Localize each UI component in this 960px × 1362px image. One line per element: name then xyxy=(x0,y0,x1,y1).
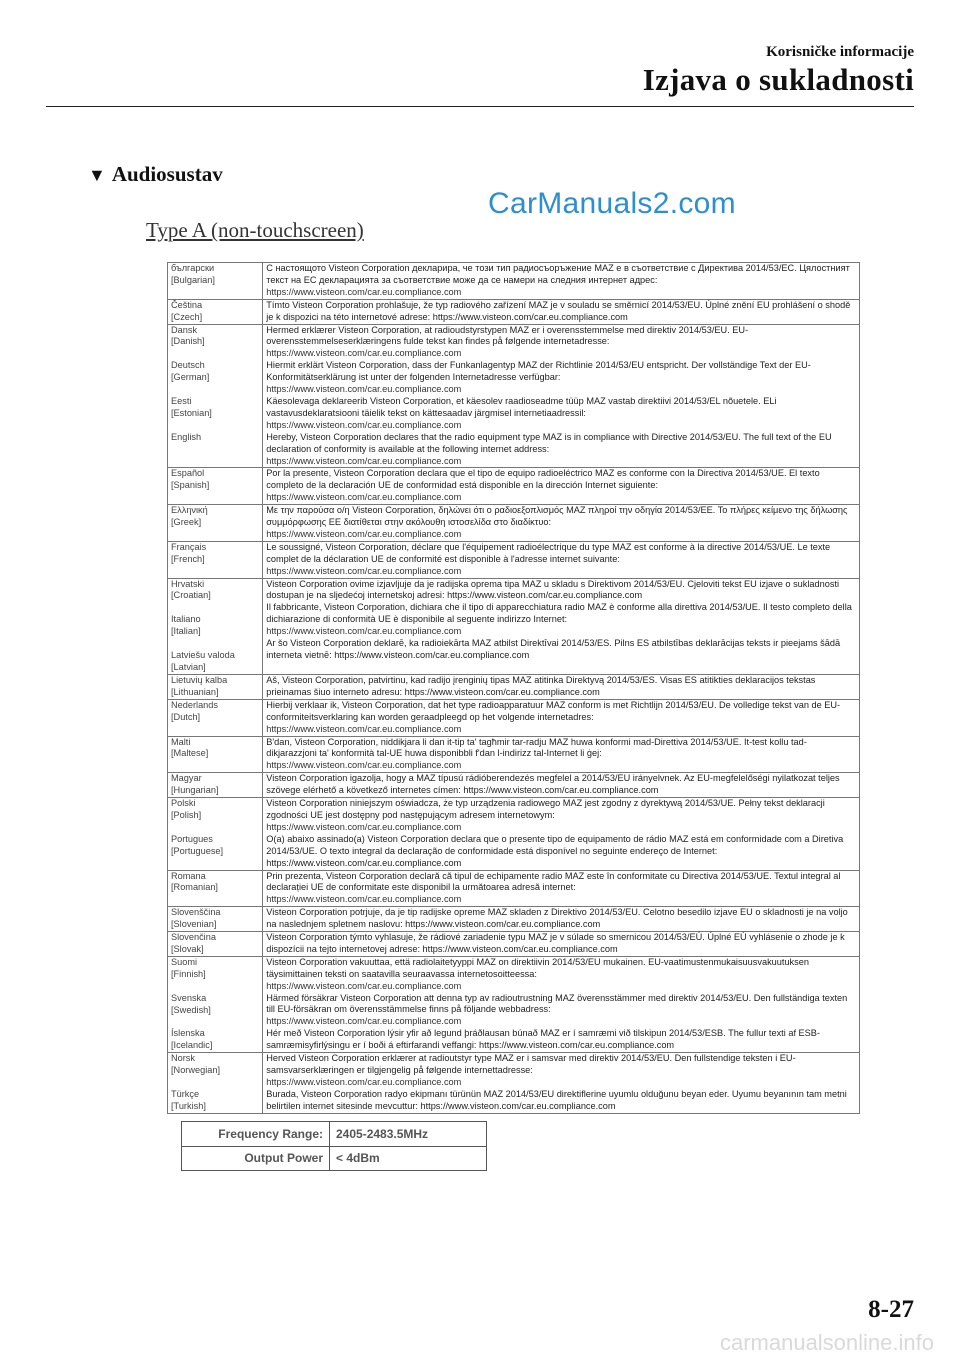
watermark: CarManuals2.com xyxy=(488,187,736,220)
language-name: Türkçe xyxy=(171,1089,200,1100)
language-name: Romana xyxy=(171,870,206,881)
language-spacer xyxy=(171,384,259,396)
declaration-cell xyxy=(263,675,860,700)
language-name: Italiano xyxy=(171,614,201,625)
declaration-text: Visteon Corporation vakuuttaa, että radiolaitetyyppi MAZ on direktiivin 2014/53/EU mukainen. EU-vaatimustenmukaisuusvakuutuksen täysimittainen teksti on saatavilla seuraavassa internetosoitteessa: xyxy=(266,956,809,979)
language-name: Español xyxy=(171,468,205,479)
language-cell xyxy=(168,870,263,907)
language-cell xyxy=(168,798,263,870)
table-row xyxy=(168,675,860,700)
language-code: [Lithuanian] xyxy=(171,686,219,697)
language-name: Íslenska xyxy=(171,1028,205,1039)
declaration-url: https://www.visteon.com/car.eu.compliance.com xyxy=(266,528,462,539)
language-code: [Latvian] xyxy=(171,662,206,673)
language-code: [Estonian] xyxy=(171,408,212,419)
declaration-cell xyxy=(263,468,860,505)
declaration-text: Por la presente, Visteon Corporation declara que el tipo de equipo radioeléctrico MAZ es conforme con la Directiva 2014/53/UE. El texto completo de la declaración UE de conformidad está disponible en la dirección Internet siguiente: xyxy=(266,468,820,491)
table-row xyxy=(168,468,860,505)
language-cell xyxy=(168,699,263,736)
language-code: [Polish] xyxy=(171,809,202,820)
language-cell xyxy=(168,468,263,505)
language-cell xyxy=(168,773,263,798)
declaration-text: Hér með Visteon Corporation lýsir yfir að legund þráðlausan búnað MAZ er í samræmi við tilskipun 2014/53/ESB. The fullur texti af ESB-samræmisyfirlýsingu er í boði á eftirfarandi veffangi: https://www.visteon.com/car.eu.compliance.com xyxy=(266,1028,820,1051)
language-code: [Dutch] xyxy=(171,711,201,722)
declaration-text: Prin prezenta, Visteon Corporation declară că tipul de echipamente radio MAZ este în conformitate cu Directiva 2014/53/UE. Textul integral al declarației UE de conformitate este disponibil la următoarea adresă internet: xyxy=(266,870,841,893)
spec-label: Frequency Range: xyxy=(182,1122,330,1147)
language-name: Ελληνική xyxy=(171,505,208,516)
table-row xyxy=(168,956,860,1052)
declaration-url: https://www.visteon.com/car.eu.compliance.com xyxy=(266,1016,462,1027)
header-category: Korisničke informacije xyxy=(766,44,914,60)
table-row xyxy=(168,773,860,798)
declaration-url: https://www.visteon.com/car.eu.compliance.com xyxy=(266,980,462,991)
table-row xyxy=(168,578,860,674)
language-cell xyxy=(168,578,263,674)
table-row xyxy=(168,699,860,736)
declaration-text: Visteon Corporation niniejszym oświadcza, że typ urządzenia radiowego MAZ jest zgodny z dyrektywą 2014/53/UE. Pełny tekst deklaracji zgodności UE jest dostępny pod następującym adresem internetowym: xyxy=(266,798,825,820)
declaration-text: Herved Visteon Corporation erklærer at radioutstyr type MAZ er i samsvar med direktiv 2014/53/EU. Den fullstendige teksten i EU-samsvarserklæringen er tilgjengelig på følgende internettadresse: xyxy=(266,1053,796,1076)
language-name: Portugues xyxy=(171,833,213,844)
language-name: български xyxy=(171,263,215,273)
language-cell xyxy=(168,263,263,300)
table-row xyxy=(168,736,860,773)
declaration-text: Visteon Corporation týmto vyhlasuje, že rádiové zariadenie typu MAZ je v súlade so smernicou 2014/53/EÚ. Úplné EÚ vyhlásenie o zhode je k dispozícii na tejto internetovej adrese: https://www.visteon.com/car.eu.compliance.com xyxy=(266,932,845,954)
language-cell xyxy=(168,1053,263,1114)
language-code: [Slovak] xyxy=(171,943,204,954)
language-code: [Turkish] xyxy=(171,1101,206,1111)
language-name: Malti xyxy=(171,736,191,747)
language-spacer xyxy=(171,420,259,432)
declaration-url: https://www.visteon.com/car.eu.compliance.com xyxy=(266,723,462,734)
declaration-text: Il fabbricante, Visteon Corporation, dichiara che il tipo di apparecchiatura radio MAZ è conforme alla direttiva 2014/53/UE. Il testo completo della dichiarazione di conformità UE è disponibile al seguente indirizzo Internet: xyxy=(266,602,852,625)
declaration-text: Käesolevaga deklareerib Visteon Corporation, et käesolev raadioseadme tüüp MAZ vastab direktiivi 2014/53/EL nõuetele. ELi vastavusdeklaratsiooni täielik tekst on kättesaadav järgmisel internetiaadressil: xyxy=(266,395,777,418)
declaration-text: Με την παρούσα ο/η Visteon Corporation, δηλώνει ότι ο ραδιοεξοπλισμός MAZ πληροί την οδηγία 2014/53/ΕΕ. Το πλήρες κείμενο της δήλωσης συμμόρφωσης ΕΕ διατίθεται στην ακόλουθη ιστοσελίδα στο διαδίκτυο: xyxy=(266,505,848,528)
language-cell xyxy=(168,907,263,932)
declaration-text: Hermed erklærer Visteon Corporation, at radioudstyrstypen MAZ er i overensstemmelse med direktiv 2014/53/EU. EU-overensstemmelseserklæringens fulde tekst kan findes på følgende internetadresse: xyxy=(266,324,749,347)
declaration-text: Hereby, Visteon Corporation declares that the radio equipment type MAZ is in compliance with Directive 2014/53/EU. The full text of the EU declaration of conformity is available at the following internet address: xyxy=(266,431,832,454)
header-rule xyxy=(46,106,914,107)
declaration-text: B'dan, Visteon Corporation, niddikjara li dan it-tip ta' tagħmir tar-radju MAZ huwa konformi mad-Direttiva 2014/53/UE. It-test kollu tad-dikjarazzjoni ta' konformità tal-UE huwa disponibbli f'dan l-indirizz tal-Internet li ġej: xyxy=(266,736,807,759)
declaration-cell xyxy=(263,736,860,773)
language-name: Deutsch xyxy=(171,360,205,371)
triangle-marker-icon: ▼ xyxy=(88,165,106,185)
declaration-text: Visteon Corporation ovime izjavljuje da je radijska oprema tipa MAZ u skladu s Direktivom 2014/53/EU. Cjeloviti tekst EU izjave o sukladnosti dostupan je na sljedećoj internetskoj adresi: https://www.visteon.com/car.eu.compliance.com xyxy=(266,578,840,601)
page-title: Izjava o sukladnosti xyxy=(642,62,914,97)
declaration-cell xyxy=(263,798,860,870)
declaration-cell xyxy=(263,699,860,736)
language-code: [Slovenian] xyxy=(171,919,217,930)
declaration-cell xyxy=(263,505,860,542)
declaration-url: https://www.visteon.com/car.eu.compliance.com xyxy=(266,419,462,430)
table-row xyxy=(168,299,860,324)
language-code: [Spanish] xyxy=(171,480,210,491)
language-name: Norsk xyxy=(171,1053,195,1064)
language-spacer xyxy=(171,981,259,993)
declaration-cell xyxy=(263,870,860,907)
language-name: Magyar xyxy=(171,773,202,784)
language-name: Dansk xyxy=(171,324,198,335)
language-name: Français xyxy=(171,541,207,552)
spec-row xyxy=(182,1122,487,1147)
table-row xyxy=(168,263,860,300)
language-cell xyxy=(168,299,263,324)
spec-row xyxy=(182,1146,487,1171)
declaration-cell xyxy=(263,773,860,798)
declaration-cell xyxy=(263,932,860,957)
declaration-cell xyxy=(263,578,860,674)
declaration-url: https://www.visteon.com/car.eu.compliance.com xyxy=(266,760,462,771)
declaration-text: Hiermit erklärt Visteon Corporation, dass der Funkanlagentyp MAZ der Richtlinie 2014/53/EU entspricht. Der vollständige Text der EU-Konformitätserklärung ist unter der folgenden Internetadresse verfügbar: xyxy=(266,360,811,383)
spec-value: < 4dBm xyxy=(330,1146,487,1171)
language-code: [Maltese] xyxy=(171,748,209,759)
declaration-cell xyxy=(263,907,860,932)
subsection-title: Type A (non-touchscreen) xyxy=(146,218,364,242)
section-heading xyxy=(88,162,223,187)
language-cell xyxy=(168,736,263,773)
language-name: Slovenčina xyxy=(171,932,216,943)
table-row xyxy=(168,541,860,578)
language-cell xyxy=(168,324,263,468)
page-number: 8-27 xyxy=(868,1296,914,1323)
language-code: [Norwegian] xyxy=(171,1065,221,1076)
language-code: [Romanian] xyxy=(171,882,218,893)
language-code: [Portuguese] xyxy=(171,845,224,856)
language-code: [German] xyxy=(171,372,210,383)
declaration-text: Le soussigné, Visteon Corporation, déclare que l'équipement radioélectrique du type MAZ est conforme à la directive 2014/53/UE. Le texte complet de la déclaration UE de conformité est disponible à l'adresse internet suivante: xyxy=(266,541,831,564)
language-spacer xyxy=(171,638,259,650)
declaration-text: Visteon Corporation igazolja, hogy a MAZ típusú rádióberendezés megfelel a 2014/53/EU irányelvnek. Az EU-megfelelőségi nyilatkozat teljes szövege elérhető a következő internetes címen: https://www.visteon.com/car.eu.compliance.com xyxy=(266,773,840,796)
table-row xyxy=(168,907,860,932)
language-cell xyxy=(168,505,263,542)
language-name: Nederlands xyxy=(171,699,218,710)
declaration-url: https://www.visteon.com/car.eu.compliance.com xyxy=(266,455,462,466)
language-code: [Czech] xyxy=(171,311,203,322)
language-spacer xyxy=(171,602,259,614)
table-row xyxy=(168,1053,860,1114)
language-code: [Croatian] xyxy=(171,590,211,601)
language-name: Suomi xyxy=(171,956,198,967)
language-spacer xyxy=(171,348,259,360)
footer-watermark: carmanualsonline.info xyxy=(719,1330,934,1355)
declaration-cell xyxy=(263,956,860,1052)
language-code: [Swedish] xyxy=(171,1004,211,1015)
section-title: Audiosustav xyxy=(111,162,223,186)
language-code: [Icelandic] xyxy=(171,1040,213,1051)
declaration-url: https://www.visteon.com/car.eu.compliance.com xyxy=(266,894,462,905)
declaration-cell xyxy=(263,541,860,578)
declaration-url: https://www.visteon.com/car.eu.compliance.com xyxy=(266,626,462,637)
language-spacer xyxy=(171,822,259,834)
language-name: Lietuvių kalba xyxy=(171,675,228,685)
declaration-text: Hierbij verklaar ik, Visteon Corporation, dat het type radioapparatuur MAZ conform is met Richtlijn 2014/53/EU. De volledige tekst van de EU-conformiteitsverklaring kan worden geraadpleegd op het volgende internetadres: xyxy=(266,699,841,722)
declaration-text: Visteon Corporation potrjuje, da je tip radijske opreme MAZ skladen z Direktivo 2014/53/EU. Celotno besedilo izjave EU o skladnosti je na voljo na naslednjem spletnem naslovu: https://www.visteon.com/car.eu.compliance.com xyxy=(266,907,848,930)
declaration-url: https://www.visteon.com/car.eu.compliance.com xyxy=(266,286,462,297)
declaration-text: Härmed försäkrar Visteon Corporation att denna typ av radioutrustning MAZ överensstämmer med direktiv 2014/53/EU. Den fullständiga texten till EU-försäkran om överensstämmelse finns på följande webbadress: xyxy=(266,992,848,1015)
table-row xyxy=(168,505,860,542)
declaration-cell xyxy=(263,324,860,468)
declaration-table xyxy=(167,262,860,1114)
declaration-url: https://www.visteon.com/car.eu.compliance.com xyxy=(266,821,462,832)
declaration-url: https://www.visteon.com/car.eu.compliance.com xyxy=(266,565,462,576)
language-cell xyxy=(168,675,263,700)
language-name: Latviešu valoda xyxy=(171,650,235,661)
spec-value: 2405-2483.5MHz xyxy=(330,1122,487,1147)
declaration-url: https://www.visteon.com/car.eu.compliance.com xyxy=(266,384,462,395)
language-name: Slovenščina xyxy=(171,907,221,918)
declaration-cell xyxy=(263,263,860,300)
language-code: [Finnish] xyxy=(171,968,206,979)
table-row xyxy=(168,324,860,468)
language-name: Eesti xyxy=(171,396,192,407)
language-name: Hrvatski xyxy=(171,578,205,589)
declaration-text: Burada, Visteon Corporation radyo ekipmanı türünün MAZ 2014/53/EU direktiflerine uyumlu olduğunu beyan eder. Uyumu beyanının tam metni belirtilen internet sitesinde mevcuttur: https://www.visteon.com/car.eu.compliance.com xyxy=(266,1089,847,1111)
declaration-text: Aš, Visteon Corporation, patvirtinu, kad radijo įrenginių tipas MAZ atitinka Direktyvą 2014/53/ES. Visas ES atitikties deklaracijos tekstas prieinamas šiuo interneto adresu: https://www.visteon.com/car.eu.compliance.com xyxy=(266,675,816,697)
declaration-cell xyxy=(263,299,860,324)
language-code: [Danish] xyxy=(171,336,205,347)
language-name: Svenska xyxy=(171,992,207,1003)
language-cell xyxy=(168,541,263,578)
spec-label: Output Power xyxy=(182,1146,330,1171)
declaration-text: Tímto Visteon Corporation prohlašuje, že typ radiového zařízení MAZ je v souladu se směrnicí 2014/53/EU. Úplné znění EU prohlášení o shodě je k dispozici na této internetové adrese: https://www.visteon.com/car.eu.compliance.com xyxy=(266,299,851,322)
language-code: [Italian] xyxy=(171,626,201,637)
declaration-text: Ar šo Visteon Corporation deklarē, ka radioiekārta MAZ atbilst Direktīvai 2014/53/ES. Pilns ES atbilstības deklarācijas teksts ir pieejams šādā interneta vietnē: https://www.visteon.com/car.eu.compliance.com xyxy=(266,638,841,660)
language-code: [Greek] xyxy=(171,517,202,528)
language-spacer xyxy=(171,1077,259,1089)
language-name: Čeština xyxy=(171,299,203,310)
language-name: English xyxy=(171,431,202,442)
language-spacer xyxy=(171,1016,259,1028)
declaration-text: O(a) abaixo assinado(a) Visteon Corporation declara que o presente tipo de equipamento de rádio MAZ está em conformidade com a Diretiva 2014/53/UE. O texto integral da declaração de conformidade está disponível no seguinte endereço de Internet: https://www.visteon.com/car.eu.compliance.com xyxy=(266,833,844,868)
language-code: [Bulgarian] xyxy=(171,274,215,285)
declaration-url: https://www.visteon.com/car.eu.compliance.com xyxy=(266,492,462,503)
declaration-url: https://www.visteon.com/car.eu.compliance.com xyxy=(266,1077,462,1088)
declaration-cell xyxy=(263,1053,860,1114)
declaration-url: https://www.visteon.com/car.eu.compliance.com xyxy=(266,348,462,359)
table-row xyxy=(168,798,860,870)
spec-table xyxy=(181,1121,487,1171)
language-cell xyxy=(168,932,263,957)
declaration-text: С настоящото Visteon Corporation декларира, че този тип радиосъоръжение MAZ е в съответствие с Директива 2014/53/ЕС. Цялостният текст на ЕС декларацията за съответствие може да се намери на следния интернет адрес: xyxy=(266,263,850,285)
language-code: [French] xyxy=(171,553,205,564)
language-code: [Hungarian] xyxy=(171,785,219,796)
table-row xyxy=(168,932,860,957)
table-row xyxy=(168,870,860,907)
language-name: Polski xyxy=(171,798,196,809)
language-cell xyxy=(168,956,263,1052)
